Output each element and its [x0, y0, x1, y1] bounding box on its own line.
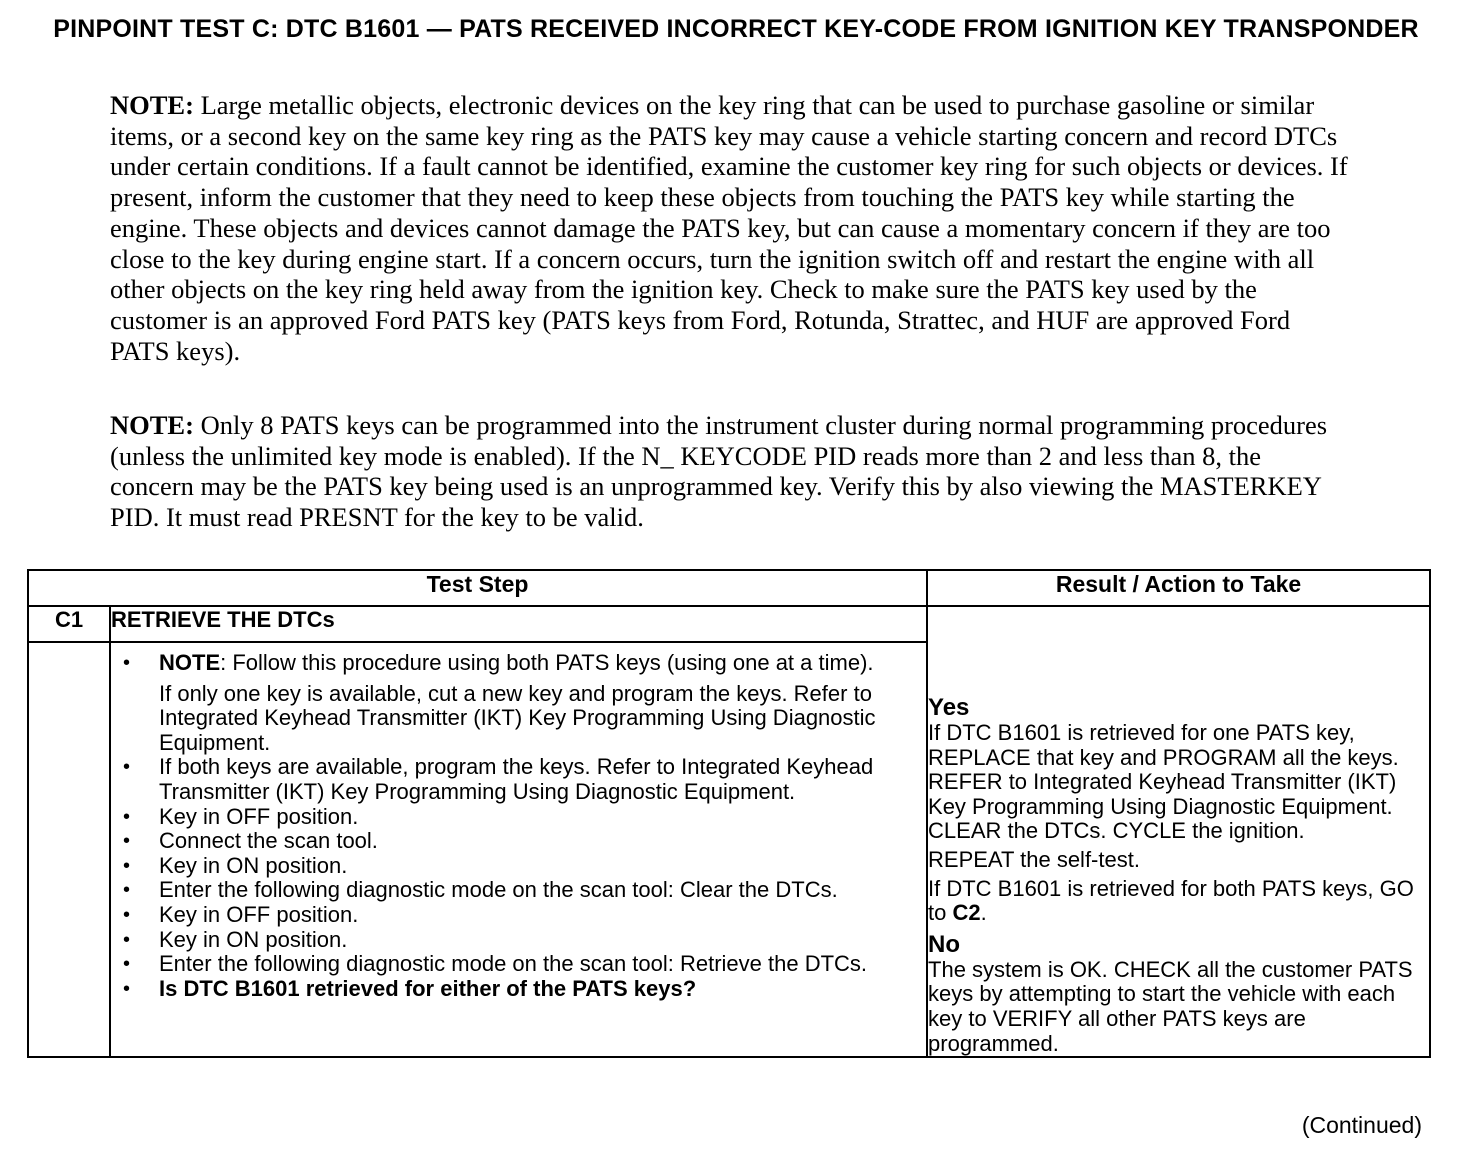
- list-item: [111, 829, 916, 854]
- list-item: [111, 928, 916, 953]
- result-yes-text: REPEAT the self-test.: [928, 846, 1140, 872]
- bullet-text: Enter the following diagnostic mode on the scan tool: Retrieve the DTCs.: [159, 951, 868, 977]
- test-step-table: [27, 569, 1431, 1058]
- list-item: [111, 903, 916, 928]
- bullet-subtext: If only one key is available, cut a new key and program the keys. Refer to Integrated Keyhead Transmitter (IKT) Key Programming Using Diagnostic Equipment.: [159, 680, 876, 755]
- bullet-icon: •: [123, 953, 131, 976]
- note-paragraph: [110, 90, 1350, 366]
- bullet-icon: •: [123, 652, 131, 674]
- bullet-icon: •: [123, 903, 131, 926]
- step-id-blank: [28, 642, 110, 1057]
- result-yes-goto-text: If DTC B1601 is retrieved for both PATS keys, GO to: [928, 875, 1414, 926]
- page-title: PINPOINT TEST C: DTC B1601 — PATS RECEIVED INCORRECT KEY-CODE FROM IGNITION KEY TRANSPONDER: [53, 15, 1419, 43]
- bullet-icon: •: [123, 928, 131, 951]
- list-item: [111, 651, 916, 755]
- step-bullet-list: [111, 643, 926, 1007]
- test-step-header: Test Step: [28, 570, 927, 606]
- goto-step-ref: C2: [952, 900, 981, 926]
- bullet-icon: •: [123, 879, 131, 902]
- bullet-icon: •: [123, 805, 131, 828]
- list-item: [111, 805, 916, 830]
- note-label: NOTE:: [110, 90, 194, 120]
- list-item: [111, 854, 916, 879]
- step-id: C1: [28, 606, 110, 642]
- note-paragraph: [110, 410, 1350, 533]
- bullet-text: Key in ON position.: [159, 926, 348, 952]
- result-no-label: No: [928, 930, 961, 958]
- bullet-text: Key in OFF position.: [159, 901, 359, 927]
- bullet-lead: NOTE: [159, 650, 221, 675]
- bullet-text: Key in ON position.: [159, 852, 348, 878]
- result-yes-text: [928, 877, 1429, 926]
- list-item: [111, 755, 916, 804]
- list-item: [111, 977, 916, 1002]
- result-no-text: The system is OK. CHECK all the customer PATS keys by attempting to start the vehicle with each key to VERIFY all other PATS keys are programmed.: [928, 956, 1413, 1056]
- bullet-text: Key in OFF position.: [159, 803, 359, 829]
- list-item: [111, 952, 916, 977]
- bullet-text: If both keys are available, program the keys. Refer to Integrated Keyhead Transmitter (IKT) Key Programming Using Diagnostic Equipment.: [159, 754, 874, 804]
- bullet-question: Is DTC B1601 retrieved for either of the PATS keys?: [159, 975, 697, 1001]
- result-yes-label: Yes: [928, 694, 970, 721]
- note-text: Only 8 PATS keys can be programmed into the instrument cluster during normal programming procedures (unless the unlimited key mode is enabled). If the N_ KEYCODE PID reads more than 2 and less than 8, the concern may be the PATS key being used is an unprogrammed key. Verify this by also viewing the MASTERKEY PID. It must read PRESNT for the key to be valid.: [110, 410, 1328, 533]
- result-yes-text: If DTC B1601 is retrieved for one PATS key, REPLACE that key and PROGRAM all the keys. REFER to Integrated Keyhead Transmitter (IKT) Key Programming Using Diagnostic Equipment. CLEAR the DTCs. CYCLE the ignition.: [928, 720, 1399, 844]
- note-label: NOTE:: [110, 410, 194, 440]
- continued-label: (Continued): [1301, 1112, 1422, 1138]
- list-item: [111, 878, 916, 903]
- result-cell: [927, 606, 1430, 1057]
- bullet-icon: •: [123, 830, 131, 853]
- step-body: [110, 642, 927, 1057]
- step-title: RETRIEVE THE DTCs: [110, 606, 927, 642]
- bullet-text: Connect the scan tool.: [159, 828, 378, 854]
- bullet-icon: •: [123, 854, 131, 877]
- bullet-icon: •: [123, 756, 131, 779]
- bullet-text: : Follow this procedure using both PATS keys (using one at a time).: [220, 650, 874, 675]
- result-header: Result / Action to Take: [927, 570, 1430, 606]
- bullet-icon: •: [123, 977, 131, 1000]
- result-yes-goto-end: .: [980, 900, 987, 926]
- bullet-text: Enter the following diagnostic mode on the scan tool: Clear the DTCs.: [159, 877, 838, 903]
- note-text: Large metallic objects, electronic devices on the key ring that can be used to purchase gasoline or similar items, or a second key on the same key ring as the PATS key may cause a vehicle starting concern and record DTCs under certain conditions. If a fault cannot be identified, examine the customer key ring for such objects or devices. If present, inform the customer that they need to keep these objects from touching the PATS key while starting the engine. These objects and devices cannot damage the PATS key, but can cause a momentary concern if they are too close to the key during engine start. If a concern occurs, turn the ignition switch off and restart the engine with all other objects on the key ring held away from the ignition key. Check to make sure the PATS key used by the customer is an approved Ford PATS key (PATS keys from Ford, Rotunda, Strattec, and HUF are approved Ford PATS keys).: [110, 90, 1348, 366]
